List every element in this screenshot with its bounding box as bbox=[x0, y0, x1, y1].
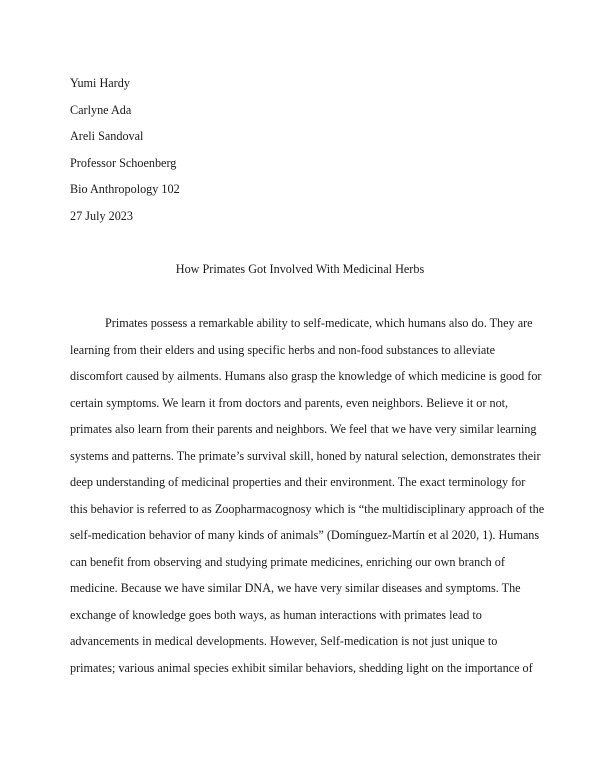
document-date: 27 July 2023 bbox=[70, 208, 133, 223]
body-line: deep understanding of medicinal properties and their environment. The exact terminology for bbox=[70, 475, 526, 489]
author-name-2: Carlyne Ada bbox=[70, 102, 132, 117]
body-line: this behavior is referred to as Zoopharmacognosy which is “the multidisciplinary approach of the bbox=[70, 501, 545, 516]
author-name-1: Yumi Hardy bbox=[70, 76, 130, 90]
body-line: medicine. Because we have similar DNA, we have very similar diseases and symptoms. The bbox=[70, 581, 521, 595]
body-line: Primates possess a remarkable ability to self-medicate, which humans also do. They are bbox=[105, 316, 533, 330]
author-name-3: Areli Sandoval bbox=[70, 129, 144, 143]
body-line: exchange of knowledge goes both ways, as human interactions with primates lead to bbox=[70, 607, 482, 622]
body-line: advancements in medical developments. However, Self-medication is not just unique to bbox=[70, 634, 498, 648]
body-line: systems and patterns. The primate’s survival skill, honed by natural selection, demonstrates their bbox=[70, 448, 541, 463]
body-paragraph bbox=[70, 310, 545, 681]
body-line: primates; various animal species exhibit similar behaviors, shedding light on the importance of bbox=[70, 660, 533, 675]
professor-name: Professor Schoenberg bbox=[70, 155, 177, 170]
body-line: can benefit from observing and studying primate medicines, enriching our own branch of bbox=[70, 554, 505, 569]
body-line: learning from their elders and using specific herbs and non-food substances to alleviate bbox=[70, 342, 496, 357]
body-line: certain symptoms. We learn it from doctors and parents, even neighbors. Believe it or not, bbox=[70, 395, 509, 410]
course-name: Bio Anthropology 102 bbox=[70, 182, 180, 196]
document-title: How Primates Got Involved With Medicinal Herbs bbox=[175, 262, 425, 276]
body-line: discomfort caused by ailments. Humans also grasp the knowledge of which medicine is good for bbox=[70, 369, 542, 383]
body-line: self-medication behavior of many kinds of animals” (Domínguez-Martín et al 2020, 1). Humans bbox=[70, 528, 540, 542]
author-header bbox=[70, 70, 180, 229]
body-line: primates also learn from their parents and neighbors. We feel that we have very similar learning bbox=[70, 422, 537, 436]
